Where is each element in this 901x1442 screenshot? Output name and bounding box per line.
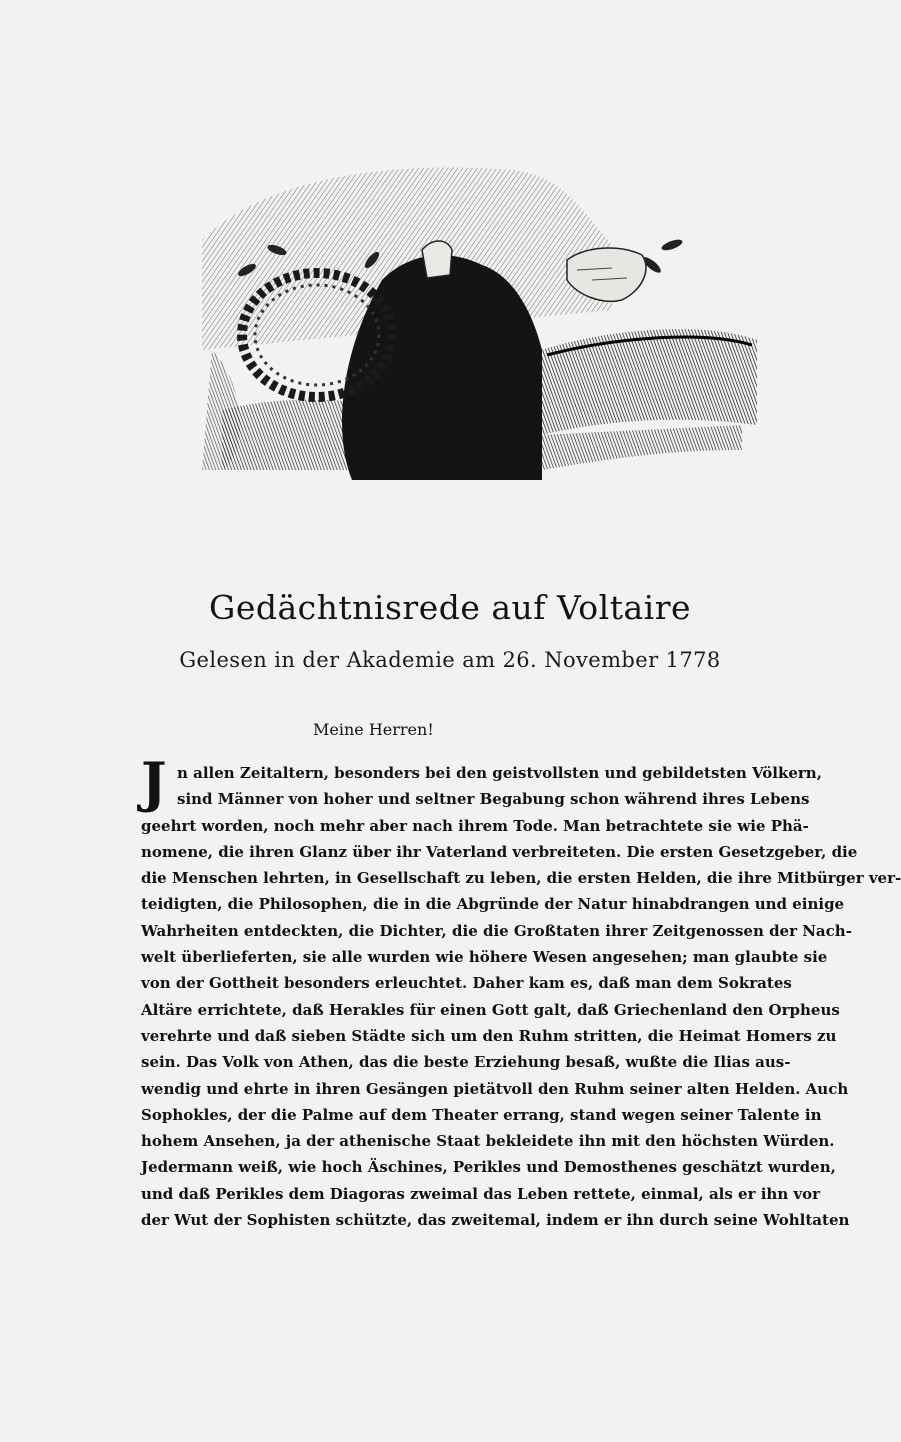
text-line: von der Gottheit besonders erleuchtet. Daher kam es, daß man dem Sokrates — [141, 974, 792, 993]
body-paragraph — [141, 760, 901, 1233]
text-line: Jedermann weiß, wie hoch Äschines, Perikles und Demosthenes geschätzt wurden, — [141, 1158, 836, 1177]
engraving-illustration — [182, 150, 760, 485]
text-line: Wahrheiten entdeckten, die Dichter, die die Großtaten ihrer Zeitgenossen der Nach- — [141, 921, 852, 940]
text-line: n allen Zeitaltern, besonders bei den geistvollsten und gebildetsten Völkern, — [177, 764, 822, 782]
text-line: verehrte und daß sieben Städte sich um den Ruhm stritten, die Heimat Homers zu — [141, 1026, 837, 1045]
text-line: die Menschen lehrten, in Gesellschaft zu leben, die ersten Helden, die ihre Mitbürger ver- — [141, 869, 901, 888]
text-line: welt überlieferten, sie alle wurden wie höhere Wesen angesehen; man glaubte sie — [141, 948, 828, 967]
text-line: Altäre errichtete, daß Herakles für einen Gott galt, daß Griechenland den Orpheus — [141, 1000, 840, 1019]
text-line: der Wut der Sophisten schützte, das zweitemal, indem er ihn durch seine Wohltaten — [141, 1211, 850, 1230]
text-line: Sophokles, der die Palme auf dem Theater errang, stand wegen seiner Talente in — [141, 1105, 822, 1124]
salutation: Meine Herren! — [313, 720, 434, 739]
text-line: teidigten, die Philosophen, die in die Abgründe der Natur hinabdrangen und einige — [141, 895, 845, 914]
page-title: Gedächtnisrede auf Voltaire — [208, 588, 692, 627]
text-line: sein. Das Volk von Athen, das die beste Erziehung besaß, wußte die Ilias aus- — [141, 1053, 791, 1072]
text-line: sind Männer von hoher und seltner Begabung schon während ihres Lebens — [177, 790, 810, 809]
drop-cap: J — [141, 750, 167, 814]
text-line: und daß Perikles dem Diagoras zweimal das Leben rettete, einmal, als er ihn vor — [141, 1184, 821, 1203]
text-line: nomene, die ihren Glanz über ihr Vaterland verbreiteten. Die ersten Gesetzgeber, die — [141, 842, 858, 861]
text-line: hohem Ansehen, ja der athenische Staat bekleidete ihn mit den höchsten Würden. — [141, 1132, 835, 1151]
text-line: geehrt worden, noch mehr aber nach ihrem Tode. Man betrachtete sie wie Phä- — [141, 816, 809, 835]
text-line: wendig und ehrte in ihren Gesängen pietätvoll den Ruhm seiner alten Helden. Auch — [141, 1079, 849, 1098]
subtitle: Gelesen in der Akademie am 26. November 1778 — [179, 648, 721, 672]
